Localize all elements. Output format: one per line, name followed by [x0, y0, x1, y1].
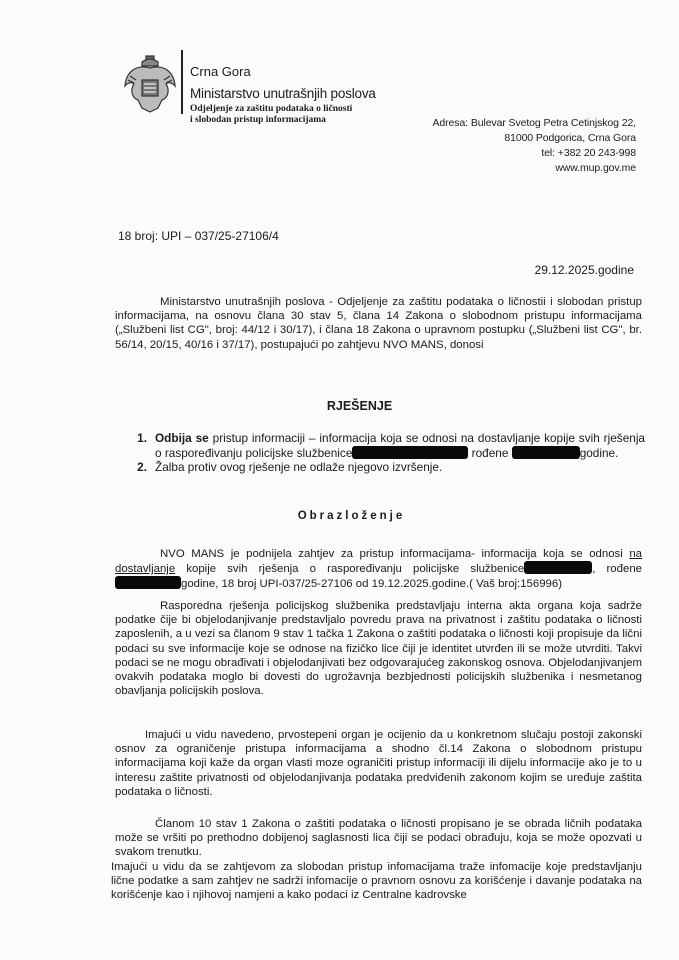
decision-text: Žalba protiv ovog rješenje ne odlaže njegovo izvršenje. [155, 460, 443, 475]
decision-text: pristup informaciji – informacija koja se odnosi na dostavljanje kopije svih rješenja o raspoređivanju policijske službenice [155, 431, 645, 460]
item-number: 1. [137, 431, 147, 445]
item-number: 2. [137, 460, 147, 475]
decision-text-born: rođene [468, 445, 512, 460]
reasoning-paragraph-5 [111, 860, 642, 903]
decision-verb: Odbija se [155, 431, 209, 445]
reasoning-text: Imajući u vidu da se zahtjevom za slobodan pristup infomacijama traže infomacije koje predstavljanju lične podatke a sam zahtjev ne sadrži infomacije o pravnom osnovu za korišćenje i davanje podataka na korišćenje kao i njihovoj namjeni a kako podaci iz Centralne kadrovske [111, 861, 642, 902]
reasoning-text: Imajući u vidu navedeno, prvostepeni organ je ocijenio da u konkretnom slučaju postoji zakonski osnov za ograničenje pristupa informacijama a shodno čl.14 Zakona o slobodnom pristupu informacijama koji kaže da organ vlasti moze ograničiti pristup informaciji ili dijelu informacije ako je to u interesu zaštite privatnosti od objelodanjivanja podataka predviđenih zakonom kojim se uređuje zaštita podataka o ličnosti. [115, 729, 642, 798]
reasoning-text: NVO MANS je podnijela zahtjev za pristup informacijama- informacija koja se odnosi [160, 548, 630, 560]
reference-number: 18 broj: UPI – 037/25-27106/4 [118, 229, 279, 243]
coat-of-arms-icon [122, 50, 178, 116]
decision-title: RJEŠENJE [326, 399, 393, 413]
reasoning-text: Rasporedna rješenja policijskog službenika predstavljaju interna akta organa koja sadrže podatke čije bi objelodanjivanje predstavljalo povredu prava na privatnost i zaštitu podataka o ličnosti zaposlenih, a u vezi sa članom 9 stav 1 tačka 1 Zakona o zaštiti podataka o ličnosti koji propisuje da lični podaci su sve informacije koje se odnose na fizičko lice čiji je identitet utvrđen ili se može utvrditi. Takvi podaci se ne mogu obrađivati i objelodanjivati bez odgovarajućeg zakonskog osnova. Objelodanjivanjem ovakvih podataka moglo bi dovesti do ugrožavnja bezbjednosti policijskih službenika i nesmetanog obavljanja policijskih poslova. [115, 600, 642, 698]
reasoning-paragraph-4 [115, 817, 642, 860]
reasoning-paragraph-3 [115, 728, 642, 799]
intro-paragraph [115, 295, 642, 352]
address-street: Adresa: Bulevar Svetog Petra Cetinjskog 22, [432, 117, 636, 129]
address-block [433, 116, 636, 176]
decision-text-year: godine. [579, 445, 619, 460]
decision-list [115, 431, 645, 475]
website-link[interactable]: www.mup.gov.me [555, 162, 636, 174]
decision-item-1 [115, 431, 645, 460]
header-divider [181, 50, 183, 114]
intro-text: Ministarstvo unutrašnjih poslova - Odjeljenje za zaštitu podataka o ličnostii i slobodan pristup informacijama, na osnovu člana 30 stav 5, člana 14 Zakona o slobodnom pristupu informacijama („Službeni list CG", broj: 44/12 i 30/17), i člana 18 Zakona o upravnom postupku („Službeni list CG", br. 56/14, 20/15, 40/16 i 37/17), postupajući po zahtjevu NVO MANS, donosi [115, 296, 642, 351]
reasoning-text: kopije svih rješenja o raspoređivanju policijske službenice [175, 563, 525, 576]
reasoning-text: , rođene [592, 563, 642, 576]
redacted-birthdate [115, 576, 181, 589]
address-city: 81000 Podgorica, Crna Gora [504, 132, 636, 144]
phone-number: tel: +382 20 243-998 [541, 147, 636, 159]
underlined-text: na dostavljanje [115, 548, 642, 576]
redacted-name [352, 446, 468, 459]
reasoning-paragraph-2 [115, 599, 642, 698]
department-line-1: Odjeljenje za zaštitu podataka o ličnosti [190, 104, 353, 114]
ministry-name: Ministarstvo unutrašnjih poslova [190, 86, 376, 101]
department-line-2: i slobodan pristup informacijama [190, 115, 326, 125]
reasoning-text: godine, 18 broj UPI-037/25-27106 od 19.12.2025.godine.( Vaš broj:156996) [181, 578, 563, 591]
redacted-name [524, 561, 592, 574]
department-name [190, 104, 352, 126]
reasoning-text: Članom 10 stav 1 Zakona o zaštiti podataka o ličnosti propisano je se obrada ličnih podataka može se vršiti po prethodno dobijenoj saglasnosti lica čiji se podaci obrađuju, koja se može opozvati u svakom trenutku. [115, 818, 642, 859]
redacted-birthdate [512, 446, 580, 459]
reasoning-paragraph-1 [115, 547, 642, 592]
country-name: Crna Gora [190, 64, 251, 79]
decision-item-2 [115, 460, 645, 475]
document-date: 29.12.2025.godine [534, 263, 634, 277]
reasoning-title: Obrazloženje [297, 510, 406, 522]
